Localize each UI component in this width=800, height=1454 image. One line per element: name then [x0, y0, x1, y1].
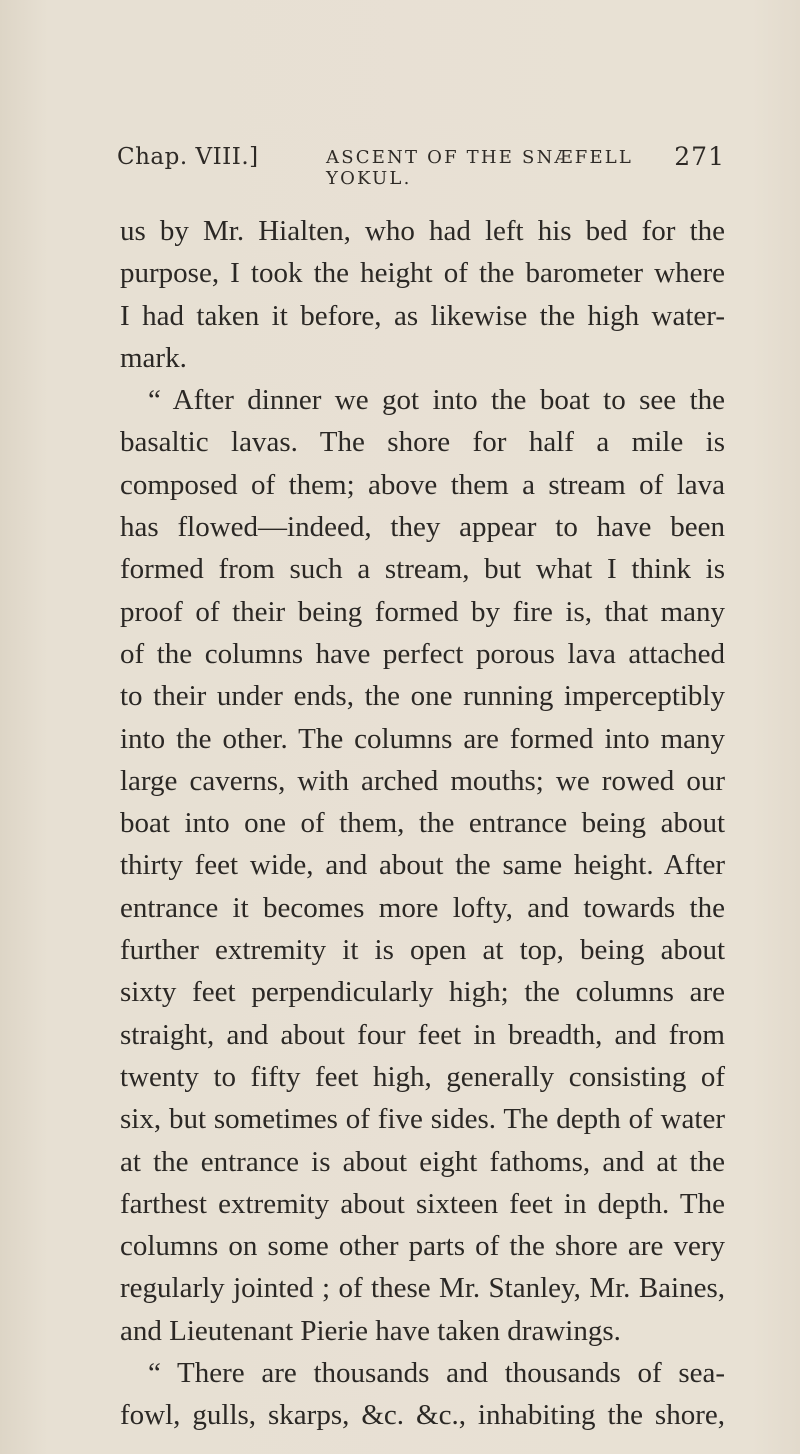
text-line: six, but sometimes of five sides. The depth of water	[120, 1103, 725, 1136]
text-line: sixty feet perpendicularly high; the columns are	[120, 976, 725, 1009]
text-line: basaltic lavas. The shore for half a mile is	[120, 426, 725, 459]
page-header	[117, 142, 725, 189]
text-line: thirty feet wide, and about the same height. After	[120, 849, 725, 882]
text-line: proof of their being formed by fire is, that many	[120, 595, 725, 628]
chapter-label: Chap. VIII.]	[117, 144, 259, 170]
text-line: into the other. The columns are formed into many	[120, 722, 725, 755]
text-line: further extremity it is open at top, being about	[120, 934, 725, 967]
text-line: formed from such a stream, but what I think is	[120, 553, 725, 586]
text-line: entrance it becomes more lofty, and towards the	[120, 891, 725, 924]
body-text	[120, 210, 725, 1437]
text-line: composed of them; above them a stream of lava	[120, 468, 725, 501]
text-line: at the entrance is about eight fathoms, and at the	[120, 1145, 725, 1178]
text-line: us by Mr. Hialten, who had left his bed for the	[120, 215, 725, 247]
text-line: fowl, gulls, skarps, &c. &c., inhabiting the shore,	[120, 1399, 725, 1432]
text-line: “ After dinner we got into the boat to see the	[148, 384, 725, 417]
page-number: 271	[674, 142, 725, 171]
text-line: of the columns have perfect porous lava attached	[120, 637, 725, 670]
text-line: boat into one of them, the entrance being about	[120, 807, 725, 840]
text-line: twenty to fifty feet high, generally consisting of	[120, 1060, 725, 1093]
text-line: farthest extremity about sixteen feet in depth. The	[120, 1187, 725, 1220]
text-line: purpose, I took the height of the barometer where	[120, 257, 725, 290]
text-line: regularly jointed ; of these Mr. Stanley, Mr. Baines,	[120, 1272, 725, 1305]
text-line: has flowed—indeed, they appear to have been	[120, 511, 725, 544]
text-line: and Lieutenant Pierie have taken drawings.	[120, 1314, 621, 1347]
text-line: columns on some other parts of the shore are very	[120, 1230, 725, 1263]
running-title: ASCENT OF THE SNÆFELL YOKUL.	[326, 147, 634, 189]
text-line: mark.	[120, 341, 187, 374]
text-line: large caverns, with arched mouths; we rowed our	[120, 764, 725, 797]
text-line: straight, and about four feet in breadth, and from	[120, 1018, 725, 1051]
text-line: “ There are thousands and thousands of sea-	[148, 1357, 725, 1390]
text-line: I had taken it before, as likewise the high water-	[120, 299, 725, 332]
text-line: to their under ends, the one running imperceptibly	[120, 680, 725, 713]
